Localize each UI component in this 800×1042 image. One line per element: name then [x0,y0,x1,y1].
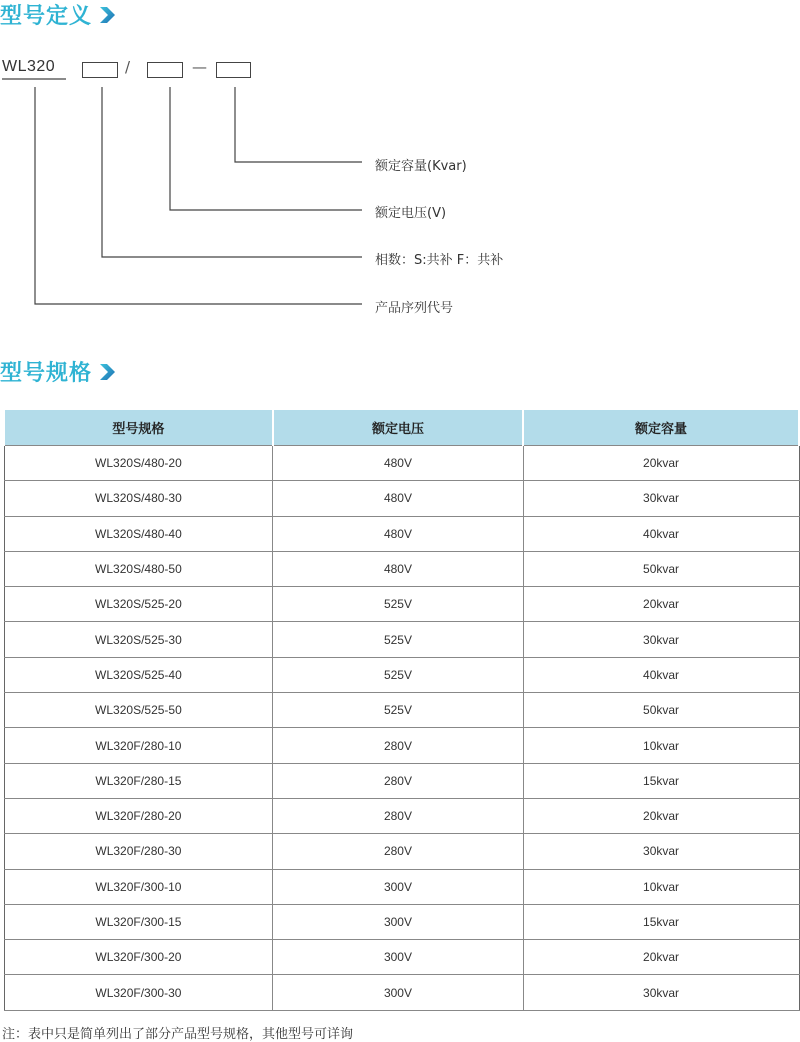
cell-capacity: 40kvar [523,516,799,551]
cell-capacity: 15kvar [523,904,799,939]
cell-voltage: 480V [273,481,523,516]
cell-voltage: 280V [273,728,523,763]
cell-model: WL320S/480-20 [4,446,273,481]
table-row [4,869,799,904]
cell-capacity: 30kvar [523,975,799,1010]
cell-voltage: 300V [273,975,523,1010]
cell-model: WL320F/280-10 [4,728,273,763]
cell-voltage: 525V [273,657,523,692]
cell-model: WL320S/480-40 [4,516,273,551]
table-row [4,940,799,975]
cell-capacity: 20kvar [523,798,799,833]
cell-capacity: 50kvar [523,693,799,728]
cell-model: WL320F/300-10 [4,869,273,904]
cell-voltage: 480V [273,516,523,551]
cell-capacity: 30kvar [523,622,799,657]
cell-voltage: 300V [273,904,523,939]
cell-model: WL320F/280-15 [4,763,273,798]
header-voltage: 额定电压 [273,410,523,446]
table-row [4,587,799,622]
cell-voltage: 300V [273,869,523,904]
spec-table [3,410,800,1011]
cell-capacity: 10kvar [523,728,799,763]
cell-capacity: 50kvar [523,551,799,586]
cell-model: WL320S/525-50 [4,693,273,728]
cell-model: WL320S/525-40 [4,657,273,692]
model-code-prefix: WL320 [2,58,56,75]
table-row [4,446,799,481]
cell-capacity: 30kvar [523,481,799,516]
table-row [4,657,799,692]
table-row [4,693,799,728]
model-code-diagram [0,0,800,330]
table-row [4,516,799,551]
dash-separator: — [192,58,207,76]
cell-voltage: 280V [273,834,523,869]
cell-capacity: 10kvar [523,869,799,904]
model-definition-title: 型号定义 [0,4,93,29]
label-product-series: 产品序列代号 [375,301,454,316]
table-header-row [4,410,799,446]
label-rated-capacity: 额定容量(Kvar) [375,159,467,174]
cell-model: WL320S/480-30 [4,481,273,516]
chevron-right-icon [98,362,116,382]
cell-capacity: 15kvar [523,763,799,798]
table-row [4,763,799,798]
label-rated-voltage: 额定电压(V) [375,206,447,221]
cell-model: WL320S/480-50 [4,551,273,586]
cell-voltage: 300V [273,940,523,975]
cell-voltage: 480V [273,446,523,481]
cell-model: WL320F/300-15 [4,904,273,939]
label-phase-count: 相数：S:共补 F：共补 [375,253,504,268]
header-capacity: 额定容量 [523,410,799,446]
footnote: 注：表中只是简单列出了部分产品型号规格，其他型号可详询 [2,1027,354,1042]
cell-capacity: 20kvar [523,446,799,481]
cell-capacity: 40kvar [523,657,799,692]
table-row [4,622,799,657]
table-row [4,728,799,763]
model-spec-heading [0,356,116,387]
cell-voltage: 480V [273,551,523,586]
cell-model: WL320F/300-20 [4,940,273,975]
cell-capacity: 30kvar [523,834,799,869]
cell-model: WL320S/525-30 [4,622,273,657]
cell-voltage: 525V [273,587,523,622]
table-row [4,551,799,586]
cell-voltage: 525V [273,693,523,728]
cell-model: WL320F/280-20 [4,798,273,833]
cell-voltage: 280V [273,798,523,833]
table-row [4,975,799,1010]
cell-voltage: 280V [273,763,523,798]
table-row [4,481,799,516]
slash-separator: / [125,58,131,76]
table-row [4,904,799,939]
cell-model: WL320F/300-30 [4,975,273,1010]
table-row [4,798,799,833]
cell-model: WL320S/525-20 [4,587,273,622]
model-spec-title: 型号规格 [0,361,93,386]
cell-capacity: 20kvar [523,940,799,975]
cell-capacity: 20kvar [523,587,799,622]
header-model: 型号规格 [4,410,273,446]
table-row [4,834,799,869]
cell-model: WL320F/280-30 [4,834,273,869]
cell-voltage: 525V [273,622,523,657]
